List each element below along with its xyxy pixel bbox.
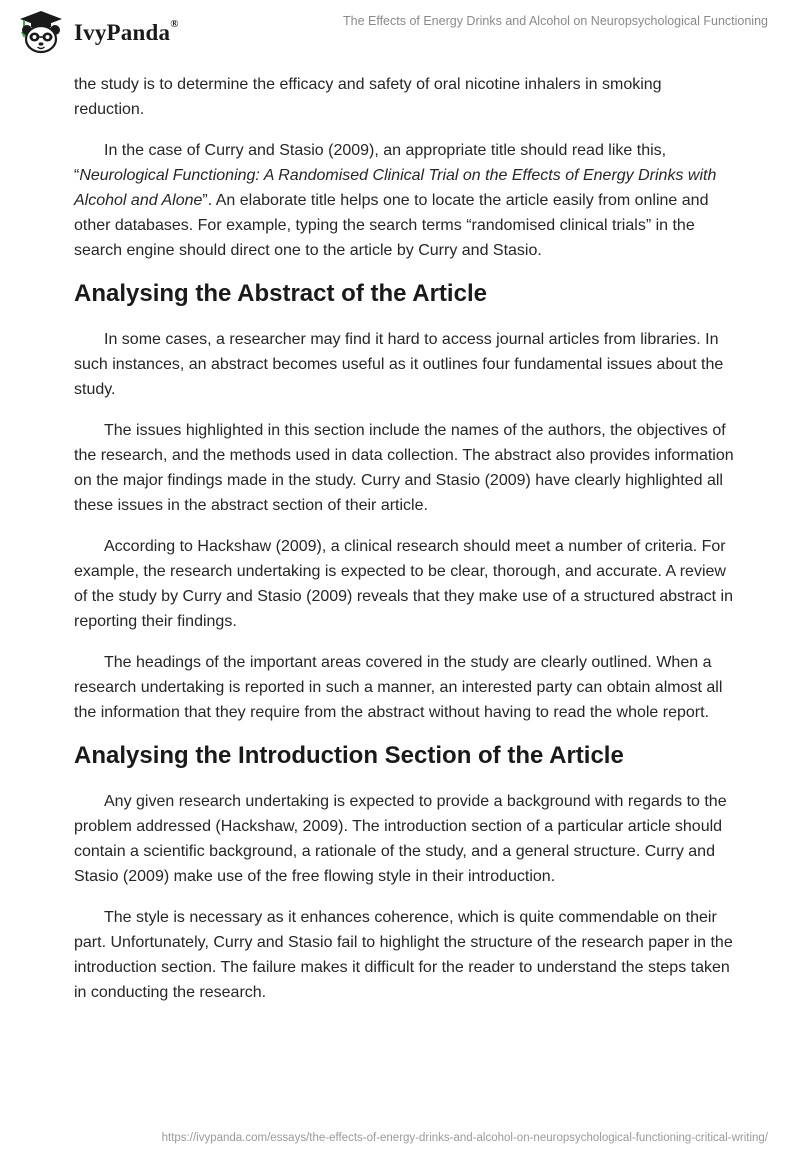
paragraph: Any given research undertaking is expected to provide a background with regards to the problem addressed (Hackshaw, 2009). The introduction section of a particular article should contain a scientific background, a rationale of the study, and a general structure. Curry and Stasio (2009) make use of the free flowing style in their introduction. [74,793,727,885]
source-url[interactable]: https://ivypanda.com/essays/the-effects-of-energy-drinks-and-alcohol-on-neuropsychological-functioning-critical-writing/ [161,1132,768,1144]
paragraph: The style is necessary as it enhances coherence, which is quite commendable on their part. Unfortunately, Curry and Stasio fail to highlight the structure of the research paper in the introduction section. The failure makes it difficult for the reader to understand the steps taken in conducting the research. [74,909,733,1001]
section-heading-introduction: Analysing the Introduction Section of the Article [74,742,624,769]
paragraph: In some cases, a researcher may find it hard to access journal articles from libraries. In such instances, an abstract becomes useful as it outlines four fundamental issues about the study. [74,331,724,398]
brand-logo[interactable] [14,8,179,56]
paragraph: the study is to determine the efficacy and safety of oral nicotine inhalers in smoking reduction. [74,76,662,118]
paragraph: The headings of the important areas covered in the study are clearly outlined. When a research undertaking is reported in such a manner, an interested party can obtain almost all the information that they require from the abstract without having to read the whole report. [74,654,723,721]
document-title: The Effects of Energy Drinks and Alcohol on Neuropsychological Functioning [342,14,768,28]
paragraph: In the case of Curry and Stasio (2009), an appropriate title should read like this, “Neurological Functioning: A Randomised Clinical Trial on the Effects of Energy Drinks with Alcohol and Alone”. An elaborate title helps one to locate the article easily from online and other databases. For example, typing the search terms “randomised clinical trials” in the search engine should direct one to the article by Curry and Stasio. [74,142,717,259]
proposed-title: Neurological Functioning: A Randomised Clinical Trial on the Effects of Energy Drinks with Alcohol and Alone [74,167,717,209]
paragraph: The issues highlighted in this section include the names of the authors, the objectives of the research, and the methods used in data collection. The abstract also provides information on the major findings made in the study. Curry and Stasio (2009) have clearly highlighted all these issues in the abstract section of their article. [74,422,734,514]
paragraph: According to Hackshaw (2009), a clinical research should meet a number of criteria. For example, the research undertaking is expected to be clear, thorough, and accurate. A review of the study by Curry and Stasio (2009) reveals that they make use of a structured abstract in reporting their findings. [74,538,733,630]
article-body [74,72,734,1021]
brand-name: IvyPanda® [74,18,179,45]
section-heading-abstract: Analysing the Abstract of the Article [74,280,487,307]
page-header [0,0,800,62]
panda-graduate-icon [14,8,68,56]
